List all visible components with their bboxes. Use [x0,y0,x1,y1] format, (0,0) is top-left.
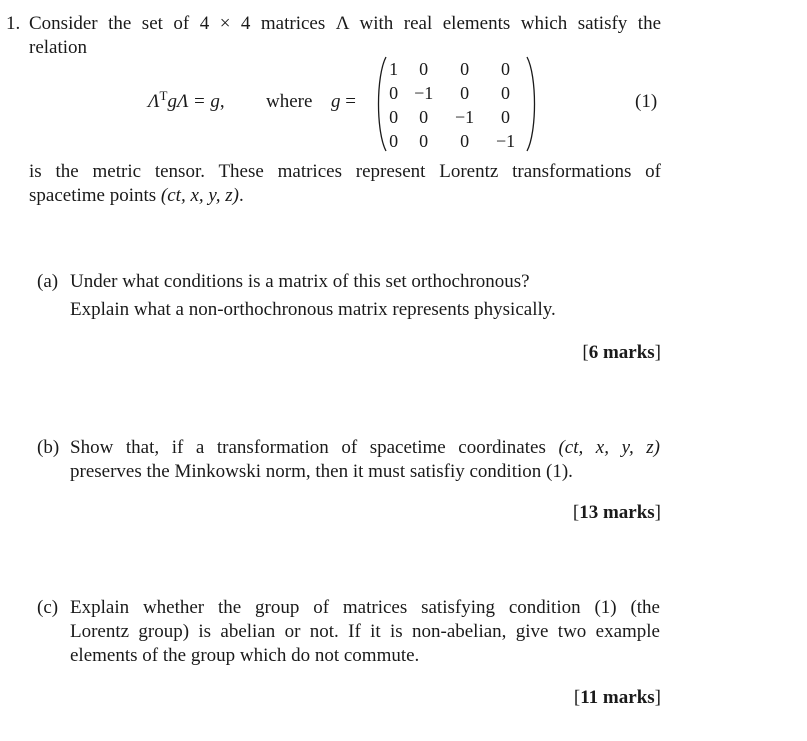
matrix-row [384,81,526,105]
part-label: (b) [37,437,60,458]
after-line-2-suffix: . [239,185,244,206]
equation-rest: gΛ = g [167,91,220,112]
part-text-prefix: Show that, if a transformation of spacetime coordinates [70,437,559,458]
part-text-line: Under what conditions is a matrix of this set orthochronous? [70,271,530,292]
spacetime-coordinates-math: (ct, x, y, z) [558,437,661,458]
matrix-row [384,129,526,153]
marks-text: 11 marks [580,687,655,708]
metric-matrix [384,57,526,153]
equation-comma: , [219,91,225,112]
matrix-cell: 0 [419,131,429,151]
matrix-cell: 0 [419,59,429,79]
question-number: 1. [6,13,21,34]
matrix-cell: −1 [495,131,516,151]
equation-lhs [148,90,225,114]
part-label: (a) [37,271,59,292]
matrix-cell: 0 [419,107,429,127]
matrix-row [384,105,526,129]
matrix-cell: −1 [455,107,475,127]
lambda-symbol: Λ [148,91,160,112]
part-text-line: Lorentz group) is abelian or not. If it is non-abelian, give two example [70,621,660,642]
intro-line-1: Consider the set of 4 × 4 matrices Λ with real elements which satisfy the [29,13,661,34]
marks-text: 13 marks [579,502,655,523]
metric-label [331,90,356,114]
matrix-cell: 0 [460,83,470,103]
spacetime-point-math: (ct, x, y, z) [160,185,239,206]
matrix-cell: −1 [414,83,434,103]
part-label: (c) [37,597,59,618]
matrix-cell: 0 [389,131,399,151]
equation-where: where [266,91,313,112]
matrix-cell: 0 [501,107,511,127]
intro-line-2: relation [29,37,88,58]
equals-sign: = [345,91,356,112]
transpose-superscript: T [159,88,168,103]
part-text-line: Explain whether the group of matrices satisfying condition (1) (the [70,597,660,618]
after-line-1: is the metric tensor. These matrices represent Lorentz transformations of [29,161,661,182]
matrix-row [384,57,526,81]
matrix-cell: 0 [460,59,470,79]
part-text-line: elements of the group which do not commute. [70,645,420,666]
marks-text: 6 marks [588,342,655,363]
matrix-cell: 0 [501,59,511,79]
after-line-2-text: spacetime points [29,185,161,206]
after-line-2 [29,184,244,208]
matrix-cell: 0 [501,83,511,103]
marks-label: [6 marks] [582,342,661,363]
part-text-line [70,436,660,460]
matrix-cell: 0 [389,83,399,103]
matrix-cell: 0 [389,107,399,127]
matrix-cell: 1 [389,59,399,79]
matrix-cell: 0 [460,131,470,151]
part-text-line: preserves the Minkowski norm, then it must satisfiy condition (1). [70,461,573,482]
matrix-right-paren [525,56,539,152]
part-text-line: Explain what a non-orthochronous matrix represents physically. [70,299,556,320]
marks-label: [13 marks] [572,502,661,523]
metric-symbol: g [331,91,341,112]
marks-label: [11 marks] [573,687,661,708]
equation-number: (1) [635,91,658,112]
